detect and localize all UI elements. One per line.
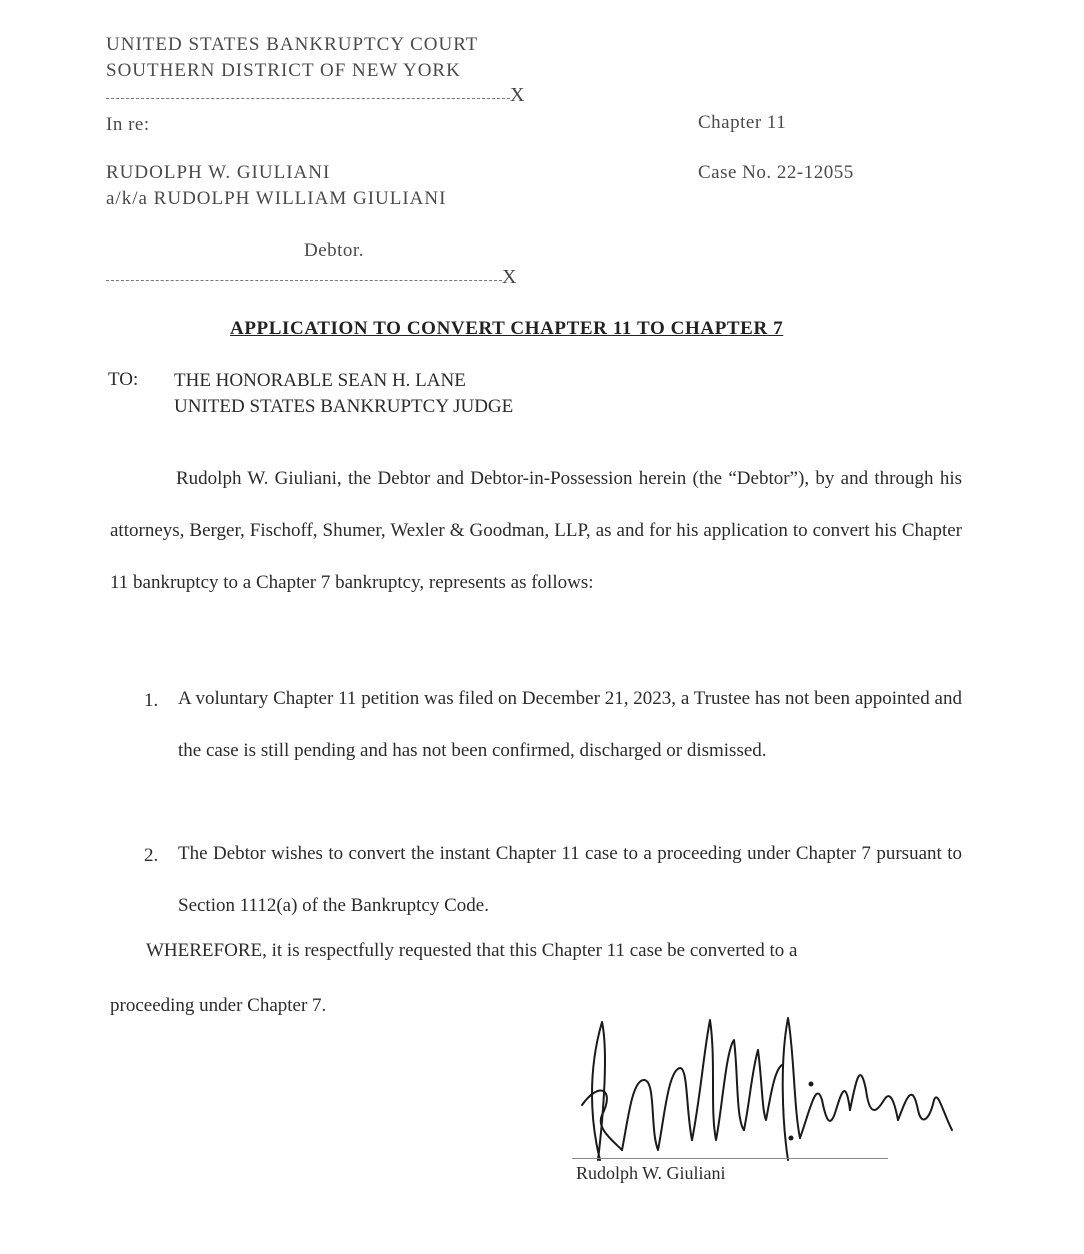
debtor-label: Debtor. xyxy=(304,240,364,261)
item-2-text: The Debtor wishes to convert the instant Chapter 11 case to a proceeding under Chapter 7 pursuant to Section 1112(a) of the Bankruptcy Code. xyxy=(178,843,962,916)
addressee-label: TO: xyxy=(108,369,139,390)
item-1-number: 1. xyxy=(144,690,159,711)
in-re-label: In re: xyxy=(106,114,150,135)
court-name: UNITED STATES BANKRUPTCY COURT xyxy=(106,34,479,55)
judge-title: UNITED STATES BANKRUPTCY JUDGE xyxy=(174,396,514,417)
judge-name: THE HONORABLE SEAN H. LANE xyxy=(174,370,466,391)
debtor-name: RUDOLPH W. GIULIANI xyxy=(106,162,331,183)
case-number: Case No. 22-12055 xyxy=(698,162,854,183)
document-title: APPLICATION TO CONVERT CHAPTER 11 TO CHAPTER 7 xyxy=(230,318,784,339)
debtor-aka: a/k/a RUDOLPH WILLIAM GIULIANI xyxy=(106,188,447,209)
signature-line xyxy=(572,1158,888,1159)
caption-separator-top xyxy=(106,98,510,99)
court-district: SOUTHERN DISTRICT OF NEW YORK xyxy=(106,60,461,81)
wherefore-line-1: WHEREFORE, it is respectfully requested that this Chapter 11 case be converted to a xyxy=(146,940,798,961)
caption-separator-bottom xyxy=(106,280,502,281)
separator-x-mark-bottom: X xyxy=(502,266,517,288)
chapter-label: Chapter 11 xyxy=(698,112,787,133)
item-2-number: 2. xyxy=(144,845,159,866)
signatory-name: Rudolph W. Giuliani xyxy=(576,1163,726,1183)
intro-paragraph: Rudolph W. Giuliani, the Debtor and Debtor-in-Possession herein (the “Debtor”), by and through his attorneys, Berger, Fischoff, Shumer, Wexler & Goodman, LLP, as and for his application to convert his Chapter 11 bankruptcy to a Chapter 7 bankruptcy, represents as follows: xyxy=(110,468,962,593)
wherefore-line-2: proceeding under Chapter 7. xyxy=(110,995,327,1016)
separator-x-mark-top: X xyxy=(510,84,525,106)
item-1-text: A voluntary Chapter 11 petition was filed on December 21, 2023, a Trustee has not been appointed and the case is still pending and has not been confirmed, discharged or dismissed. xyxy=(178,688,962,761)
